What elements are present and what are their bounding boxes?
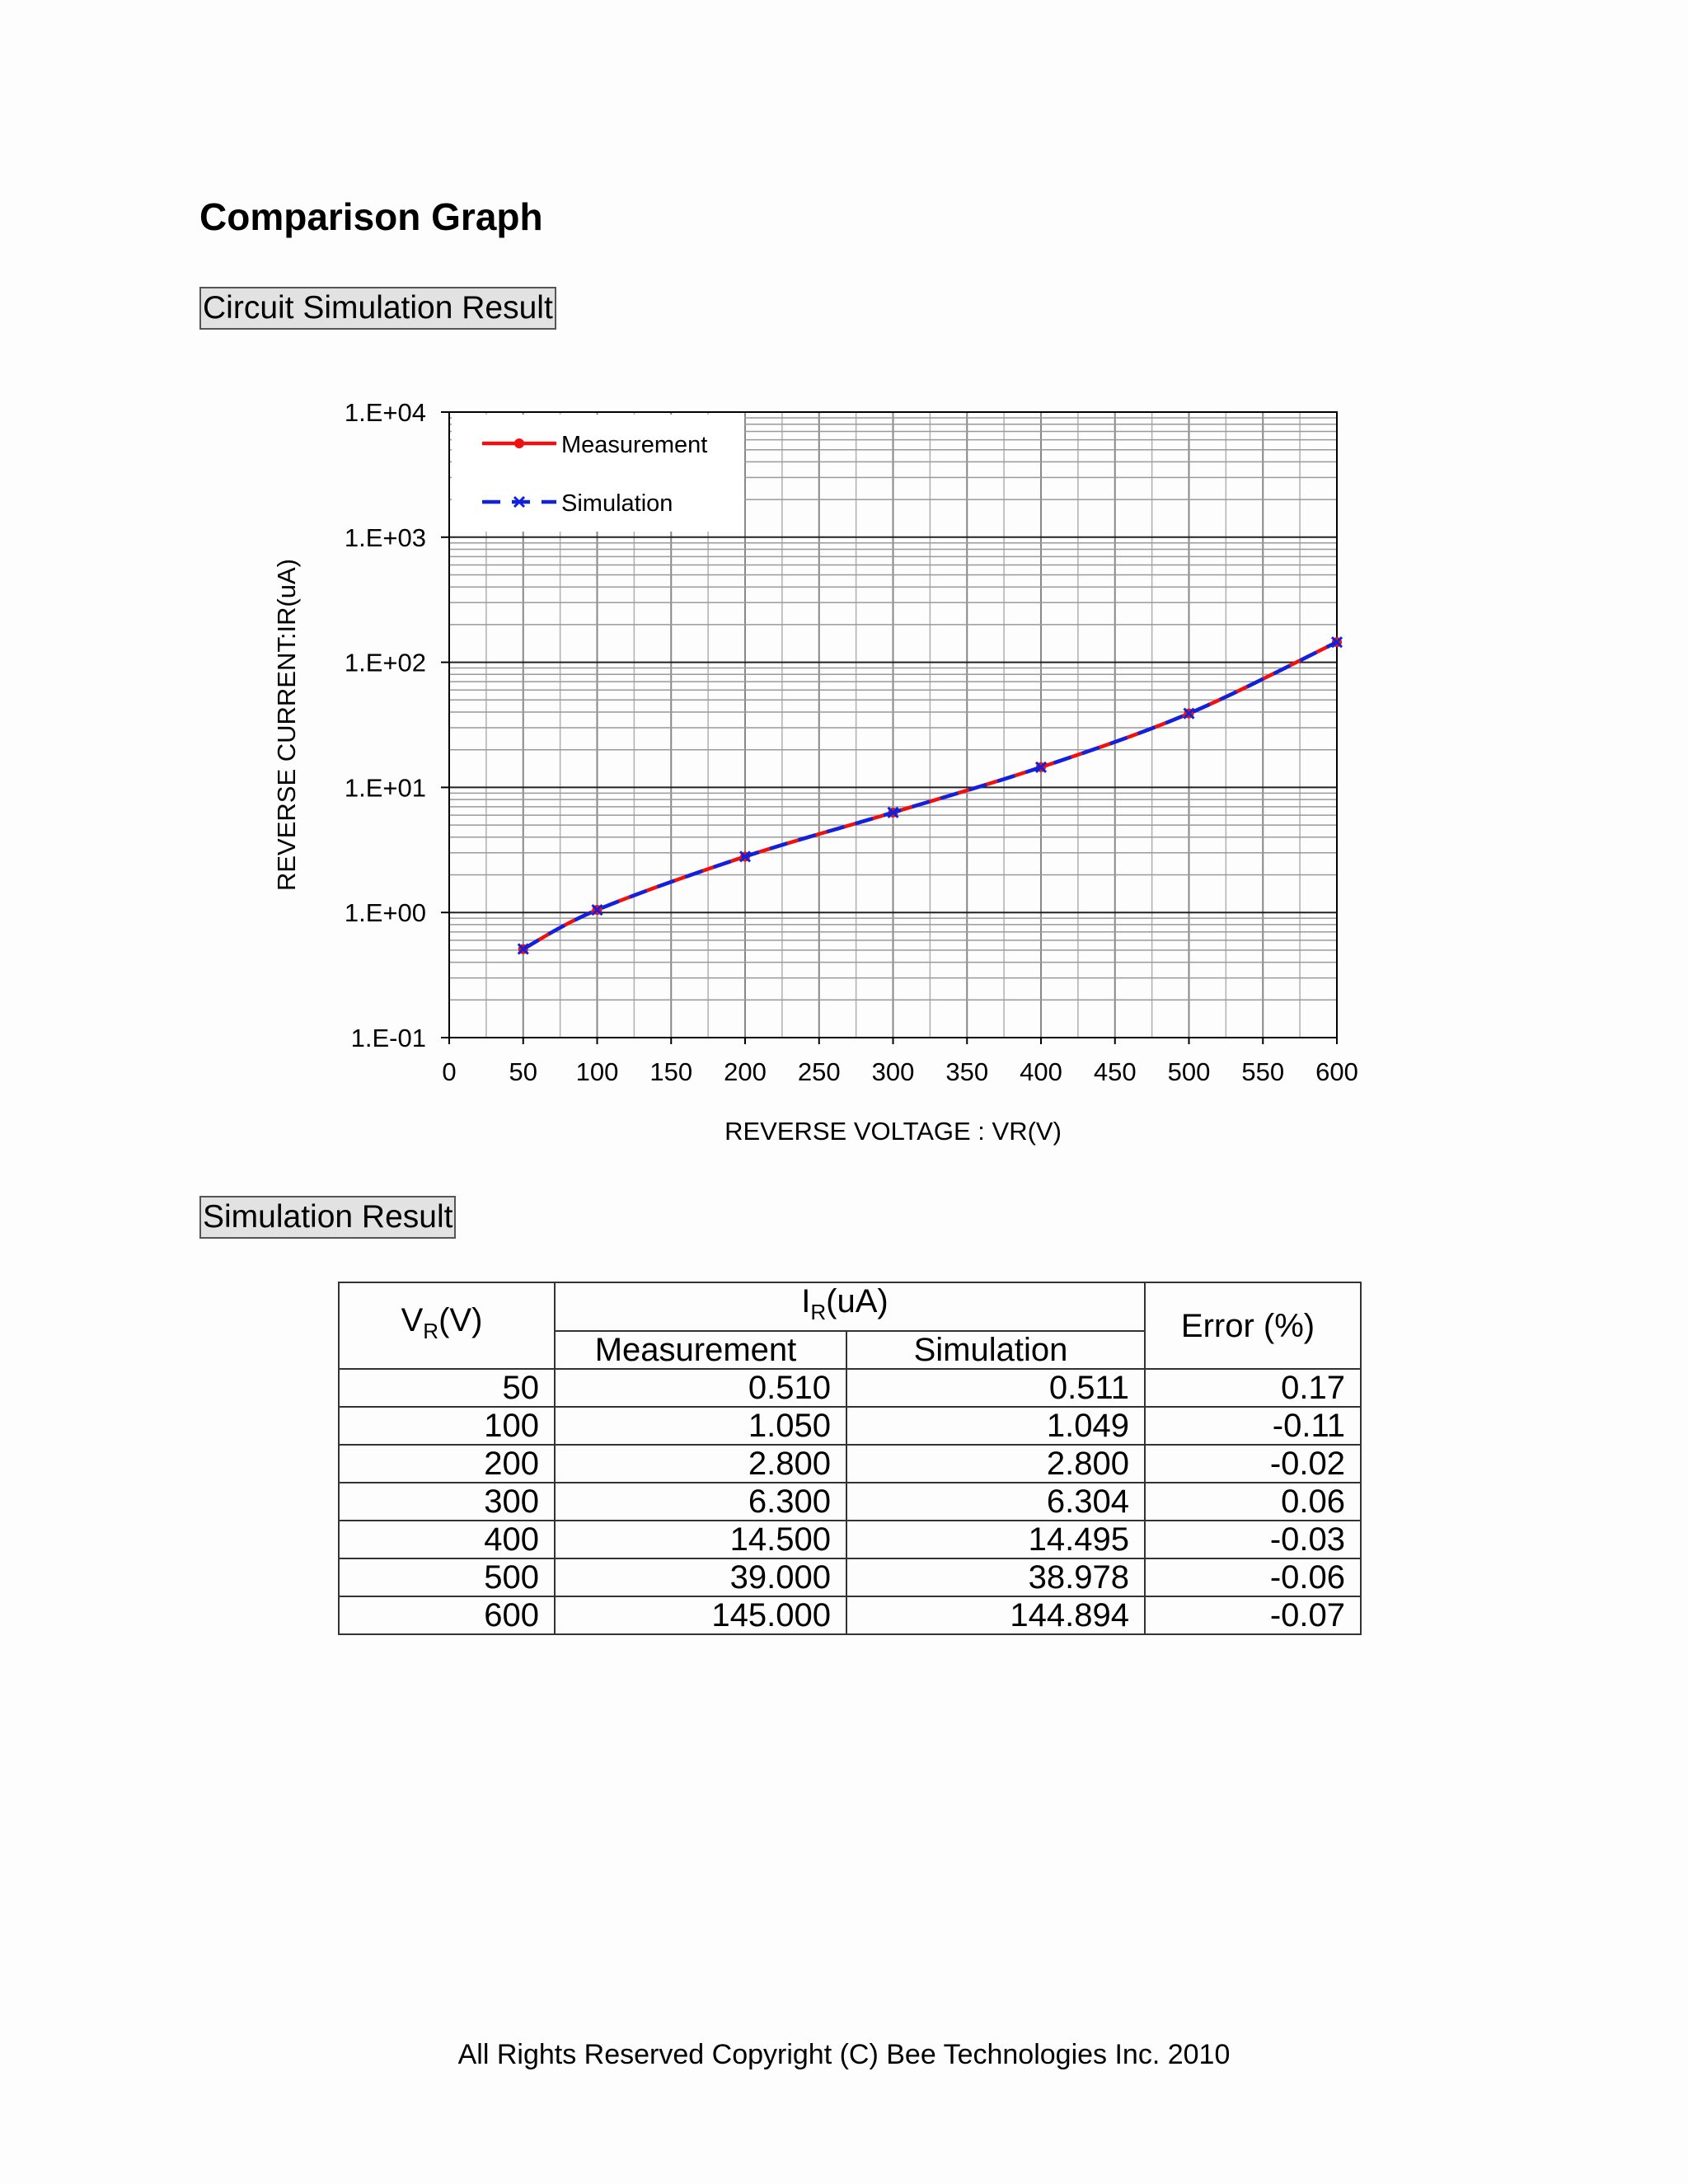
cell-measurement: 0.510 [555, 1369, 846, 1407]
table-row [339, 1558, 1361, 1596]
cell-measurement: 145.000 [555, 1596, 846, 1634]
x-axis-label: REVERSE VOLTAGE : VR(V) [724, 1117, 1062, 1146]
cell-vr: 500 [339, 1558, 555, 1596]
cell-vr: 100 [339, 1407, 555, 1445]
cell-simulation: 2.800 [846, 1445, 1145, 1483]
cell-error: -0.03 [1145, 1521, 1361, 1558]
cell-vr: 300 [339, 1483, 555, 1521]
table-row [339, 1369, 1361, 1407]
cell-measurement: 14.500 [555, 1521, 846, 1558]
table-row [339, 1483, 1361, 1521]
cell-measurement: 1.050 [555, 1407, 846, 1445]
y-tick-label: 1.E+02 [344, 648, 426, 677]
x-tick-label: 300 [871, 1057, 915, 1086]
cell-error: 0.17 [1145, 1369, 1361, 1407]
y-tick-label: 1.E+04 [344, 398, 426, 427]
results-table [338, 1282, 1362, 1635]
x-tick-label: 0 [442, 1057, 457, 1086]
section-label-table: Simulation Result [199, 1196, 456, 1239]
cell-simulation: 144.894 [846, 1596, 1145, 1634]
header-ir [555, 1282, 1145, 1331]
x-tick-label: 550 [1241, 1057, 1285, 1086]
cell-vr: 600 [339, 1596, 555, 1634]
legend-label: Simulation [561, 490, 673, 517]
header-vr [339, 1282, 555, 1369]
cell-simulation: 0.511 [846, 1369, 1145, 1407]
legend-label: Measurement [561, 432, 708, 458]
cell-vr: 50 [339, 1369, 555, 1407]
header-vr-symbol: V [401, 1302, 424, 1338]
cell-error: -0.02 [1145, 1445, 1361, 1483]
copyright-footer: All Rights Reserved Copyright (C) Bee Technologies Inc. 2010 [457, 2039, 1231, 2070]
y-tick-label: 1.E+03 [344, 523, 426, 552]
x-tick-label: 600 [1315, 1057, 1358, 1086]
cell-error: -0.11 [1145, 1407, 1361, 1445]
section-label-graph: Circuit Simulation Result [199, 287, 556, 330]
cell-error: 0.06 [1145, 1483, 1361, 1521]
x-tick-label: 150 [649, 1057, 693, 1086]
header-measurement: Measurement [555, 1331, 846, 1369]
x-tick-label: 250 [797, 1057, 841, 1086]
cell-simulation: 1.049 [846, 1407, 1145, 1445]
cell-measurement: 6.300 [555, 1483, 846, 1521]
cell-vr: 200 [339, 1445, 555, 1483]
x-tick-label: 500 [1167, 1057, 1211, 1086]
cell-vr: 400 [339, 1521, 555, 1558]
header-vr-unit: (V) [438, 1302, 483, 1338]
y-tick-label: 1.E+01 [344, 773, 426, 803]
x-tick-label: 50 [509, 1057, 537, 1086]
y-tick-label: 1.E+00 [344, 898, 426, 928]
cell-simulation: 6.304 [846, 1483, 1145, 1521]
table-row [339, 1445, 1361, 1483]
header-simulation: Simulation [846, 1331, 1145, 1369]
table-row [339, 1596, 1361, 1634]
y-tick-label: 1.E-01 [350, 1024, 426, 1052]
header-error: Error (%) [1145, 1282, 1361, 1369]
header-vr-subscript: R [423, 1319, 439, 1343]
chart-legend [452, 415, 744, 532]
page-title: Comparison Graph [199, 195, 543, 238]
cell-simulation: 38.978 [846, 1558, 1145, 1596]
header-ir-unit: (uA) [826, 1283, 889, 1319]
table-row [339, 1521, 1361, 1558]
cell-simulation: 14.495 [846, 1521, 1145, 1558]
cell-error: -0.06 [1145, 1558, 1361, 1596]
cell-measurement: 2.800 [555, 1445, 846, 1483]
x-tick-label: 100 [575, 1057, 619, 1086]
header-ir-subscript: R [810, 1300, 827, 1324]
y-axis-label: REVERSE CURRENT:IR(uA) [272, 558, 301, 892]
x-tick-label: 450 [1093, 1057, 1137, 1086]
header-ir-symbol: I [801, 1283, 811, 1319]
x-tick-label: 200 [724, 1057, 767, 1086]
legend-marker [514, 438, 524, 448]
cell-error: -0.07 [1145, 1596, 1361, 1634]
x-tick-label: 400 [1020, 1057, 1062, 1086]
cell-measurement: 39.000 [555, 1558, 846, 1596]
x-tick-label: 350 [945, 1057, 989, 1086]
table-row [339, 1407, 1361, 1445]
